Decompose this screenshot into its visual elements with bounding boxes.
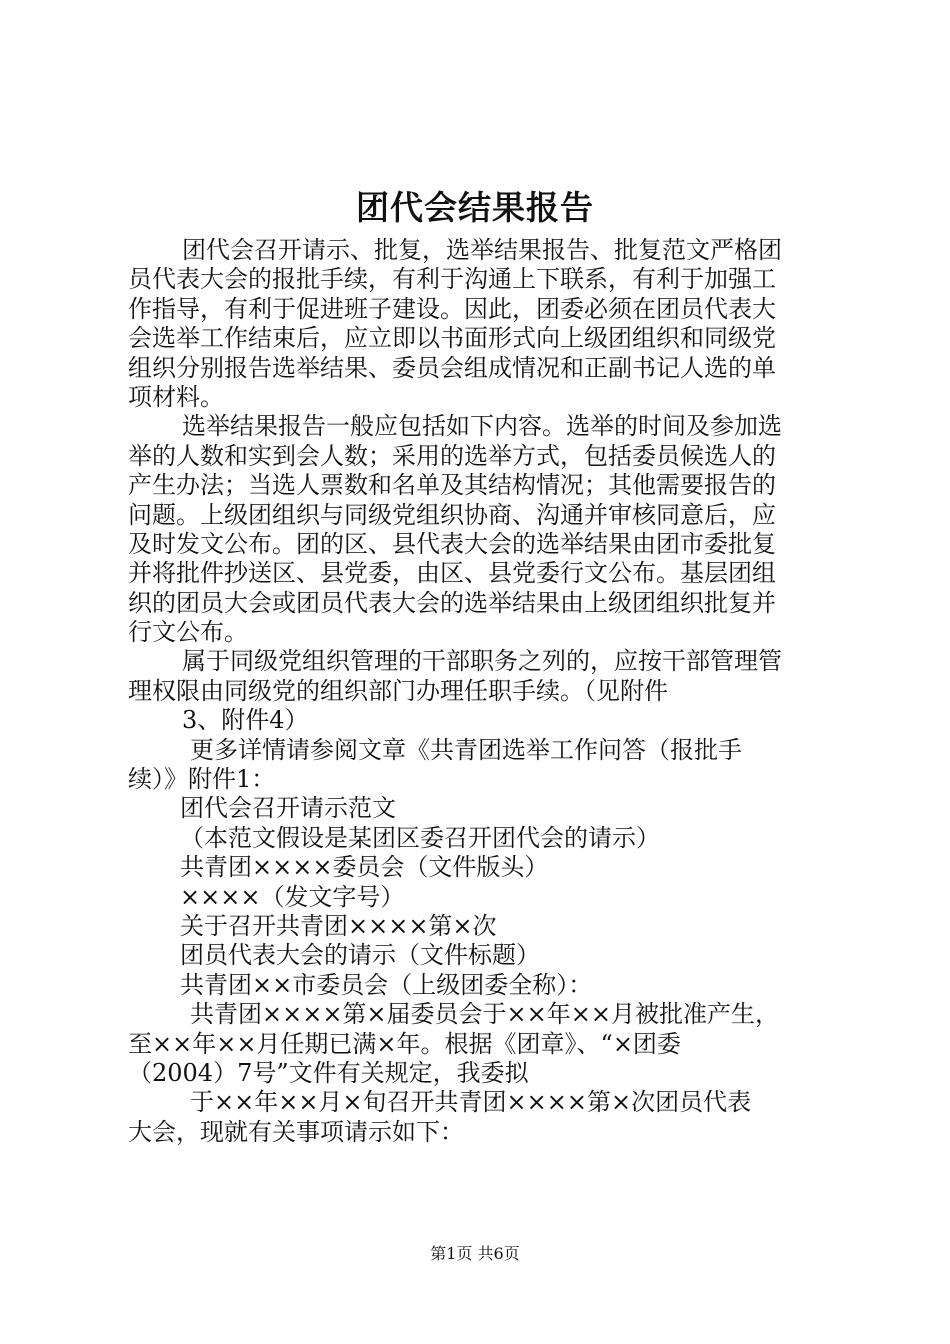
page-number-footer: 第1页 共6页 bbox=[430, 1244, 520, 1263]
body-line: 至××年××月任期已满×年。根据《团章》、“×团委 bbox=[128, 1029, 681, 1058]
body-line: 团代会召开请示范文 bbox=[180, 794, 396, 823]
page-title: 团代会结果报告 bbox=[356, 188, 594, 227]
body-line: 产生办法；当选人票数和名单及其结构情况；其他需要报告的 bbox=[128, 471, 776, 500]
body-line: 选举结果报告一般应包括如下内容。选举的时间及参加选 bbox=[182, 412, 782, 441]
body-line: 问题。上级团组织与同级党组织协商、沟通并审核同意后，应 bbox=[128, 500, 776, 529]
body-line: 行文公布。 bbox=[128, 618, 248, 647]
body-line: 会选举工作结束后，应立即以书面形式向上级团组织和同级党 bbox=[128, 324, 776, 353]
body-line: 理权限由同级党的组织部门办理任职手续。（见附件 bbox=[128, 676, 668, 705]
body-line: 关于召开共青团××××第×次 bbox=[180, 911, 497, 940]
body-line: 织的团员大会或团员代表大会的选举结果由上级团组织批复并 bbox=[128, 588, 776, 617]
body-line: 更多详情请参阅文章《共青团选举工作问答（报批手 bbox=[190, 735, 742, 764]
body-line: 项材料。 bbox=[128, 382, 224, 411]
body-line: 团代会召开请示、批复，选举结果报告、批复范文严格团 bbox=[182, 236, 782, 264]
body-line: 团员代表大会的请示（文件标题） bbox=[180, 941, 540, 970]
body-line: 于××年××月×旬召开共青团××××第×次团员代表 bbox=[190, 1088, 752, 1117]
body-line: 并将批件抄送区、县党委，由区、县党委行文公布。基层团组 bbox=[128, 559, 776, 588]
body-line: 员代表大会的报批手续，有利于沟通上下联系，有利于加强工 bbox=[128, 265, 776, 294]
body-line: 共青团××××第×届委员会于××年××月被批准产生， bbox=[190, 1000, 779, 1029]
body-line: 作指导，有利于促进班子建设。因此，团委必须在团员代表大 bbox=[128, 294, 776, 323]
body-line: 共青团××××委员会（文件版头） bbox=[180, 853, 549, 882]
body-line: 组织分别报告选举结果、委员会组成情况和正副书记人选的单 bbox=[128, 353, 776, 382]
body-line: （2004）7号”文件有关规定，我委拟 bbox=[128, 1058, 529, 1087]
body-line: 及时发文公布。团的区、县代表大会的选举结果由团市委批复 bbox=[128, 529, 776, 558]
body-line: 举的人数和实到会人数；采用的选举方式，包括委员候选人的 bbox=[128, 441, 776, 470]
body-line: ××××（发文字号） bbox=[180, 882, 405, 911]
body-line: 大会，现就有关事项请示如下： bbox=[128, 1117, 464, 1146]
body-line: 共青团××市委员会（上级团委全称）： bbox=[180, 970, 593, 999]
body-line: （本范文假设是某团区委召开团代会的请示） bbox=[180, 823, 660, 852]
body-line: 续）》附件1： bbox=[128, 765, 276, 794]
document-body bbox=[128, 236, 833, 1147]
body-line: 属于同级党组织管理的干部职务之列的，应按干部管理管 bbox=[182, 647, 782, 676]
body-line: 3、附件4） bbox=[182, 706, 309, 735]
